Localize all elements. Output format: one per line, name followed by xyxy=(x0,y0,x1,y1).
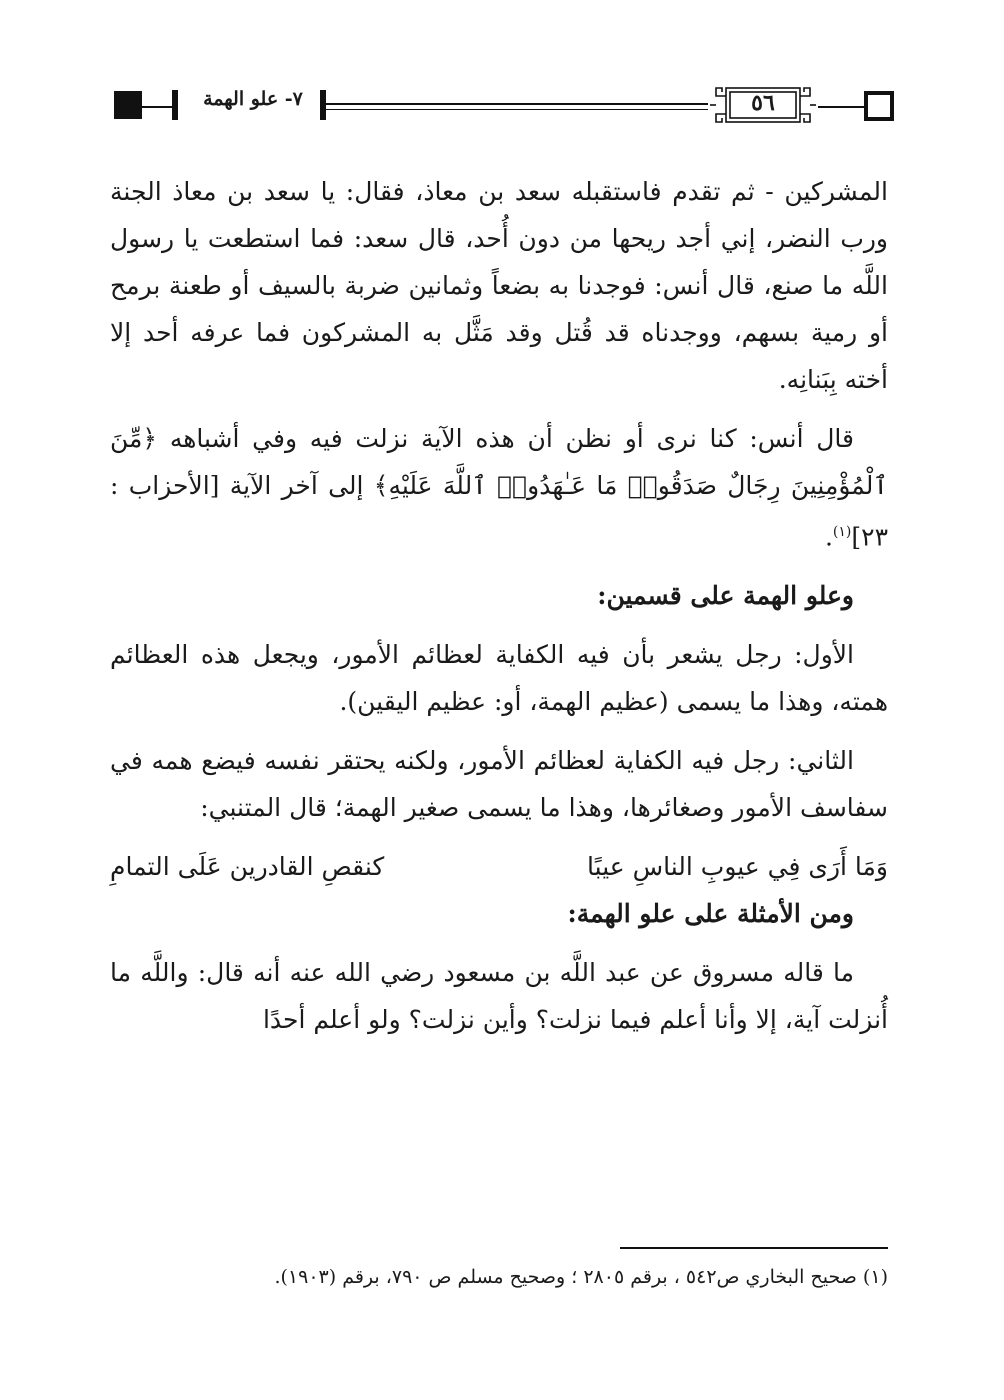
section-title: ٧- علو الهمة xyxy=(203,88,303,110)
poem-verse xyxy=(110,843,888,890)
header-rule-right xyxy=(818,106,868,108)
heading-examples: ومن الأمثلة على علو الهمة: xyxy=(567,899,854,929)
header-bar-1 xyxy=(172,90,178,120)
footnote-rule xyxy=(620,1247,888,1249)
type-second: الثاني: رجل فيه الكفاية لعظائم الأمور، ولكنه يحتقر نفسه فيضع همه في سفاسف الأمور وصغائرها، وهذا ما يسمى صغير الهمة؛ قال المتنبي: xyxy=(110,746,888,823)
poem-second-hemistich: كنقصِ القادرين عَلَى التمامِ xyxy=(110,852,385,882)
header-rule-middle-bottom xyxy=(326,109,708,110)
page-number: ٥٦ xyxy=(751,90,775,116)
footnote: (١) صحيح البخاري ص٥٤٢ ، برقم ٢٨٠٥ ؛ وصحيح مسلم ص ٧٩٠، برقم (١٩٠٣). xyxy=(274,1266,888,1288)
footnote-marker: (١) xyxy=(832,524,852,540)
poem-first-hemistich: وَمَا أَرَى فِي عيوبِ الناسِ عيبًا xyxy=(587,852,888,882)
header-ornament-square-left xyxy=(114,91,142,119)
sentence-end: . xyxy=(824,522,833,552)
main-text xyxy=(110,168,888,1043)
quran-verse: ﴿مِّنَ ٱلْمُؤْمِنِينَ رِجَالٌ صَدَقُوا۟ مَا عَـٰهَدُوا۟ ٱللَّهَ عَلَيْهِ﴾ xyxy=(110,424,888,500)
type-first: الأول: رجل يشعر بأن فيه الكفاية لعظائم الأمور، ويجعل هذه العظائم همته، وهذا ما يسمى (عظيم الهمة، أو: عظيم اليقين). xyxy=(110,640,888,717)
anas-paragraph xyxy=(110,415,888,560)
header-bar-2 xyxy=(320,90,326,120)
page-header xyxy=(108,82,898,130)
header-rule-middle-top xyxy=(326,103,708,105)
heading-two-types: وعلو الهمة على قسمين: xyxy=(597,581,854,611)
verse-reference: إلى آخر الآية [الأحزاب : ٢٣] xyxy=(110,471,888,552)
header-ornament-square-right xyxy=(864,91,894,121)
closing-paragraph: ما قاله مسروق عن عبد اللَّه بن مسعود رضي الله عنه أنه قال: واللَّه ما أُنزلت آية، إلا وأنا أعلم فيما نزلت؟ وأين نزلت؟ ولو أعلم أحدًا xyxy=(110,958,888,1035)
header-rule-left xyxy=(142,106,172,108)
anas-text: قال أنس: كنا نرى أو نظن أن هذه الآية نزلت فيه وفي أشباهه xyxy=(169,424,854,453)
paragraph: المشركين - ثم تقدم فاستقبله سعد بن معاذ، فقال: يا سعد بن معاذ الجنة ورب النضر، إني أجد ريحها من دون أُحد، قال سعد: فما استطعت يا رسول اللَّه ما صنع، قال أنس: فوجدنا به بضعاً وثمانين ضربة بالسيف أو طعنة برمح أو رمية بسهم، ووجدناه قد قُتل وقد مَثَّل به المشركون فما عرفه أحد إلا أخته بِبَنانِه. xyxy=(110,177,888,394)
